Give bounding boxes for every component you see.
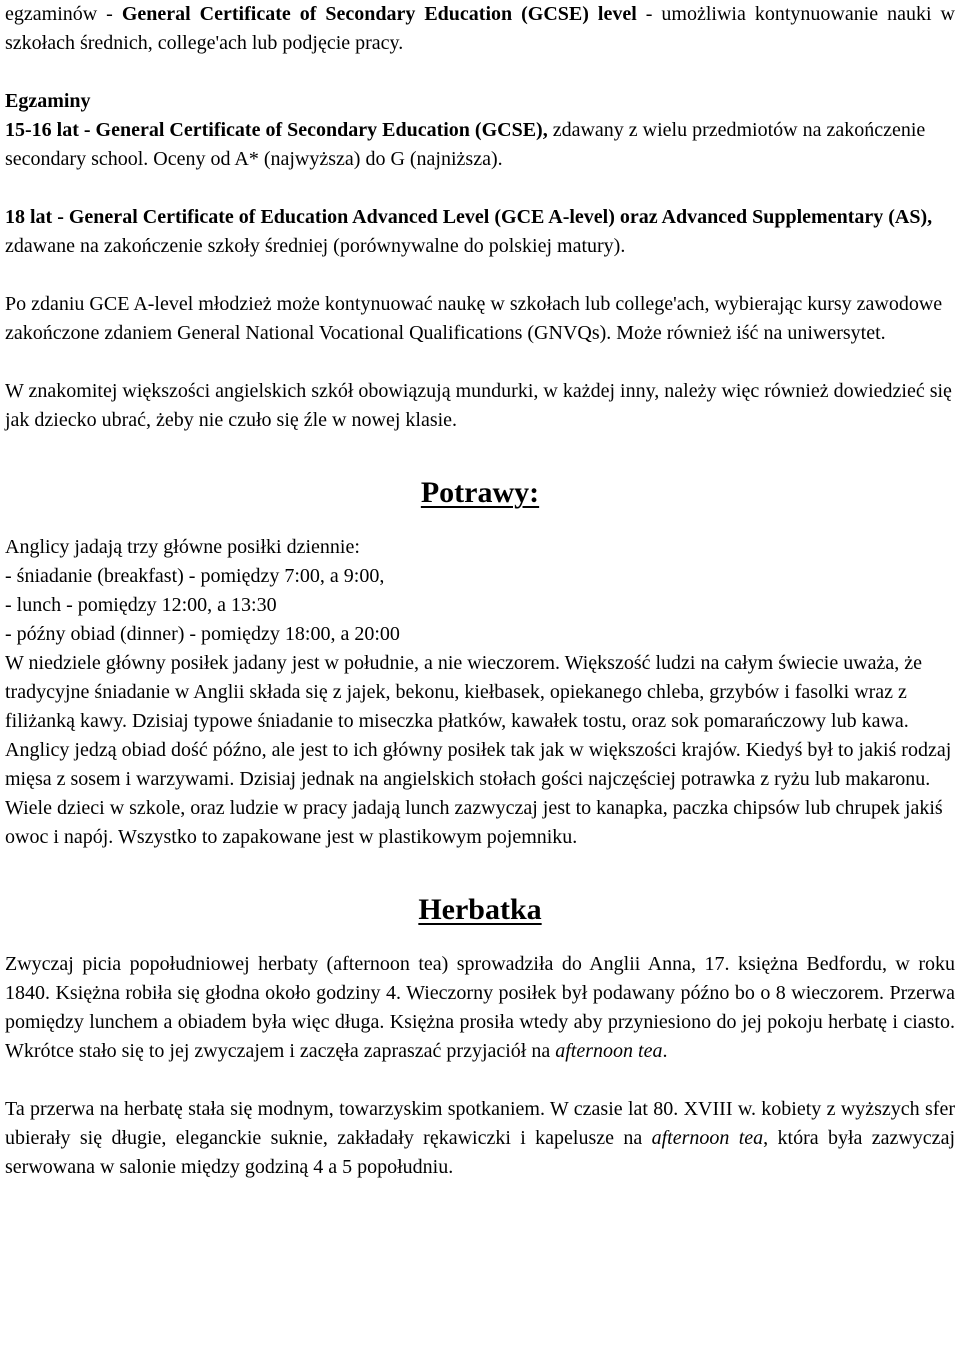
text-bold-gcse: General Certificate of Secondary Education (GCSE) level [121,3,637,25]
meal-item-dinner: - późny obiad (dinner) - pomiędzy 18:00, a 20:00 [5,623,400,645]
text-segment: Ta przerwa na herbatę stała się modnym, towarzyskim spotkaniem. W czasie lat 80. XVIII w. kobiety z wyższych sfer ubierały się długie, eleganckie suknie, zakładały rękawiczki i kapelusze na [5,1098,955,1149]
paragraph-meals-intro: Anglicy jadają trzy główne posiłki dziennie: [5,536,360,558]
text-segment: zdawane na zakończenie szkoły średniej (porównywalne do polskiej matury). [5,235,626,257]
section-title-exams: Egzaminy [5,90,91,112]
meals-list [5,562,955,649]
text-segment: Zwyczaj picia popołudniowej herbaty (afternoon tea) sprowadziła do Anglii Anna, 17. księżna Bedfordu, w roku 1840. Księżna robiła się głodna około godziny 4. Wieczorny posiłek był podawany późno bo o 8 wieczorem. Przerwa pomiędzy lunchem a obiadem była więc długa. Księżna prosiła wtedy aby przyniesiono do jej pokoju herbatę i ciasto. Wkrótce stało się to jej zwyczajem i zaczęła zapraszać przyjaciół na [5,953,955,1062]
text-segment: zdawany z wielu przedmiotów na zakończenie secondary school. Oceny od A* (najwyższa) do G (najniższa). [5,119,926,170]
text-segment: . [662,1040,668,1062]
paragraph-after-alevel: Po zdaniu GCE A-level młodzież może kontynuować naukę w szkołach lub college'ach, wybierając kursy zawodowe zakończone zdaniem General National Vocational Qualifications (GNVQs). Może również iść na uniwersytet. [5,293,943,344]
text-segment: , która była zazwyczaj serwowana w salonie między godziną 4 a 5 popołudniu. [5,1127,955,1178]
text-bold-gcse-age: 15-16 lat - General Certificate of Secondary Education (GCSE), [5,119,548,141]
document-page [5,0,955,1182]
paragraph-uniforms: W znakomitej większości angielskich szkół obowiązują mundurki, w każdej inny, należy więc również dowiedzieć się jak dziecko ubrać, żeby nie czuło się źle w nowej klasie. [5,380,952,431]
heading-food: Potrawy: [420,476,540,509]
paragraph-food-body: W niedziele główny posiłek jadany jest w południe, a nie wieczorem. Większość ludzi na całym świecie uważa, że tradycyjne śniadanie w Anglii składa się z jajek, bekonu, kiełbasek, opiekanego chleba, grzybów i fasolki wraz z filiżanką kawy. Dzisiaj typowe śniadanie to miseczka płatków, kawałek tostu, oraz sok pomarańczowy lub kawa. Anglicy jedzą obiad dość późno, ale jest to ich główny posiłek tak jak w większości krajów. Kiedyś był to jakiś rodzaj mięsa z sosem i warzywami. Dzisiaj jednak na angielskich stołach gości najczęściej potrawka z ryżu lub makaronu. Wiele dzieci w szkole, oraz ludzie w pracy jadają lunch zazwyczaj jest to kanapka, paczka chipsów lub chrupek jakiś owoc i napój. Wszystko to zapakowane jest w plastikowym pojemniku. [5,652,952,848]
paragraph-tea-social [5,1095,955,1182]
meal-item-lunch: - lunch - pomiędzy 12:00, a 13:30 [5,594,277,616]
text-italic-afternoon-tea: afternoon tea [651,1127,764,1149]
paragraph-tea-history [5,950,955,1066]
paragraph-gcse-intro [5,0,955,58]
text-italic-afternoon-tea: afternoon tea [555,1040,663,1062]
meal-item-breakfast: - śniadanie (breakfast) - pomiędzy 7:00, a 9:00, [5,565,385,587]
text-segment: egzaminów - [5,3,122,25]
paragraph-exam-gcse [5,116,955,174]
text-segment: - umożliwia kontynuowanie nauki w szkołach średnich, college'ach lub podjęcie pracy. [5,3,955,54]
heading-tea: Herbatka [418,893,542,926]
text-bold-alevel: 18 lat - General Certificate of Education Advanced Level (GCE A-level) oraz Advanced Supplementary (AS), [5,206,933,228]
paragraph-exam-alevel [5,203,955,261]
